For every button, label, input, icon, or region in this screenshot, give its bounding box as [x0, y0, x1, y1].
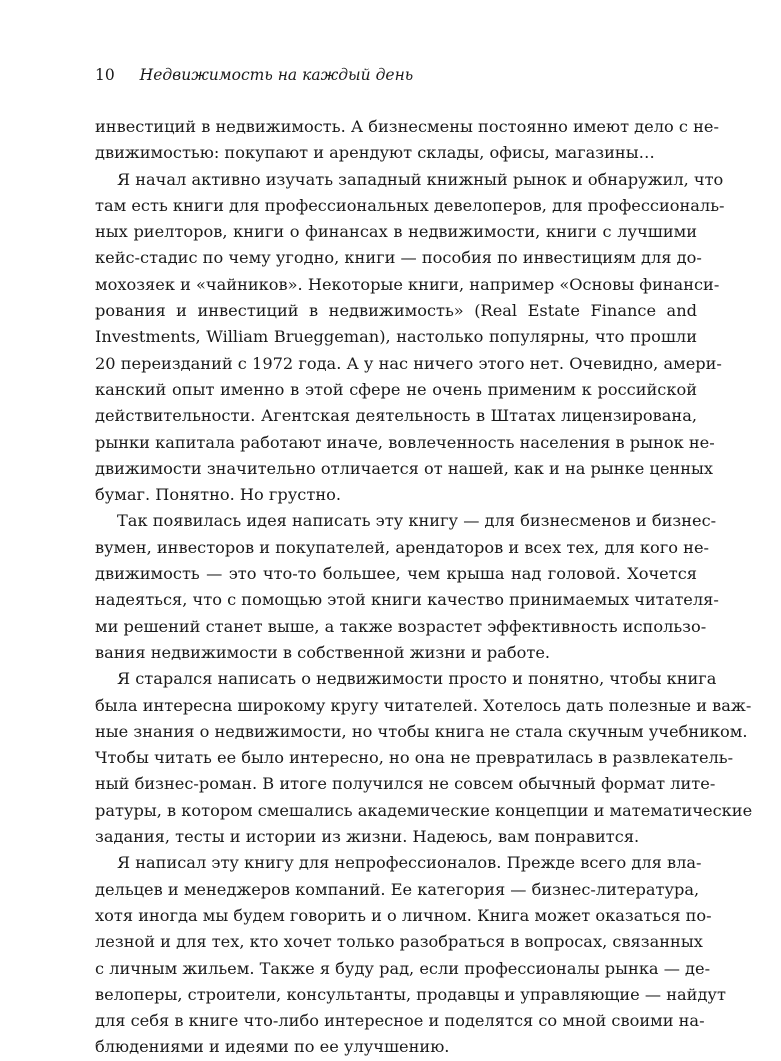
text-line: Я начал активно изучать западный книжный рынок и обнаружил, что: [117, 169, 724, 189]
text-line: мохозяек и «чайников». Некоторые книги, например «Основы финанси-: [95, 274, 720, 294]
text-line: Чтобы читать ее было интересно, но она не превратилась в развлекатель-: [95, 748, 734, 768]
text-line: действительности. Агентская деятельность в Штатах лицензирована,: [95, 406, 697, 426]
text-line: 20 переизданий с 1972 года. А у нас ничего этого нет. Очевидно, амери-: [95, 353, 722, 373]
text-line: кейс-стадис по чему угодно, книги — пособия по инвестициям для до-: [95, 248, 702, 268]
text-line: была интересна широкому кругу читателей. Хотелось дать полезные и важ-: [95, 695, 752, 715]
running-title: Недвижимость на каждый день: [139, 66, 414, 84]
body-text: [95, 114, 753, 1061]
text-line: блюдениями и идеями по ее улучшению.: [95, 1037, 450, 1057]
running-header: [95, 66, 413, 84]
text-line: Я написал эту книгу для непрофессионалов. Прежде всего для вла-: [117, 853, 702, 873]
text-line: движимостью: покупают и арендуют склады, офисы, магазины…: [95, 143, 655, 163]
paragraph: [95, 167, 725, 509]
text-line: задания, тесты и истории из жизни. Надеюсь, вам понравится.: [95, 827, 640, 847]
text-line: ных риелторов, книги о финансах в недвижимости, книги с лучшими: [95, 222, 697, 242]
text-line: Я старался написать о недвижимости просто и понятно, чтобы книга: [117, 669, 717, 689]
text-line: лезной и для тех, кто хочет только разобраться в вопросах, связанных: [95, 932, 703, 952]
text-line: инвестиций в недвижимость. А бизнесмены постоянно имеют дело с не-: [95, 117, 719, 136]
text-line: бумаг. Понятно. Но грустно.: [95, 485, 342, 505]
text-line: Investments, William Brueggeman), настолько популярны, что прошли: [95, 327, 697, 347]
text-line: рования и инвестиций в недвижимость» (Real Estate Finance and: [95, 301, 697, 321]
text-line: для себя в книге что-либо интересное и поделятся со мной своими на-: [95, 1011, 705, 1031]
text-line: хотя иногда мы будем говорить и о личном. Книга может оказаться по-: [95, 905, 712, 925]
paragraph: [95, 666, 753, 850]
text-line: велоперы, строители, консультанты, продавцы и управляющие — найдут: [95, 984, 726, 1004]
text-line: рынки капитала работают иначе, вовлеченность населения в рынок не-: [95, 432, 715, 452]
text-line: вания недвижимости в собственной жизни и работе.: [95, 642, 551, 662]
text-line: ми решений станет выше, а также возрастет эффективность использо-: [95, 616, 707, 636]
text-line: с личным жильем. Также я буду рад, если профессионалы рынка — де-: [95, 958, 711, 978]
text-line: движимости значительно отличается от нашей, как и на рынке ценных: [95, 458, 714, 478]
text-line: ный бизнес-роман. В итоге получился не совсем обычный формат лите-: [95, 774, 716, 794]
page-number: 10: [95, 66, 115, 84]
text-line: ратуры, в котором смешались академические концепции и математические: [95, 800, 753, 820]
text-line: Так появилась идея написать эту книгу — для бизнесменов и бизнес-: [117, 511, 717, 531]
text-line: вумен, инвесторов и покупателей, арендаторов и всех тех, для кого не-: [95, 537, 709, 557]
paragraph: [95, 508, 719, 666]
text-line: ные знания о недвижимости, но чтобы книга не стала скучным учебником.: [95, 721, 748, 741]
text-line: там есть книги для профессиональных девелоперов, для профессиональ-: [95, 195, 725, 215]
paragraph: [95, 850, 726, 1060]
paragraph: [95, 114, 719, 167]
text-line: движимость — это что-то большее, чем крыша над головой. Хочется: [95, 564, 697, 584]
text-line: надеяться, что с помощью этой книги качество принимаемых читателя-: [95, 590, 719, 610]
text-line: канский опыт именно в этой сфере не очень применим к российской: [95, 379, 697, 399]
text-line: дельцев и менеджеров компаний. Ее категория — бизнес-литература,: [95, 879, 700, 899]
